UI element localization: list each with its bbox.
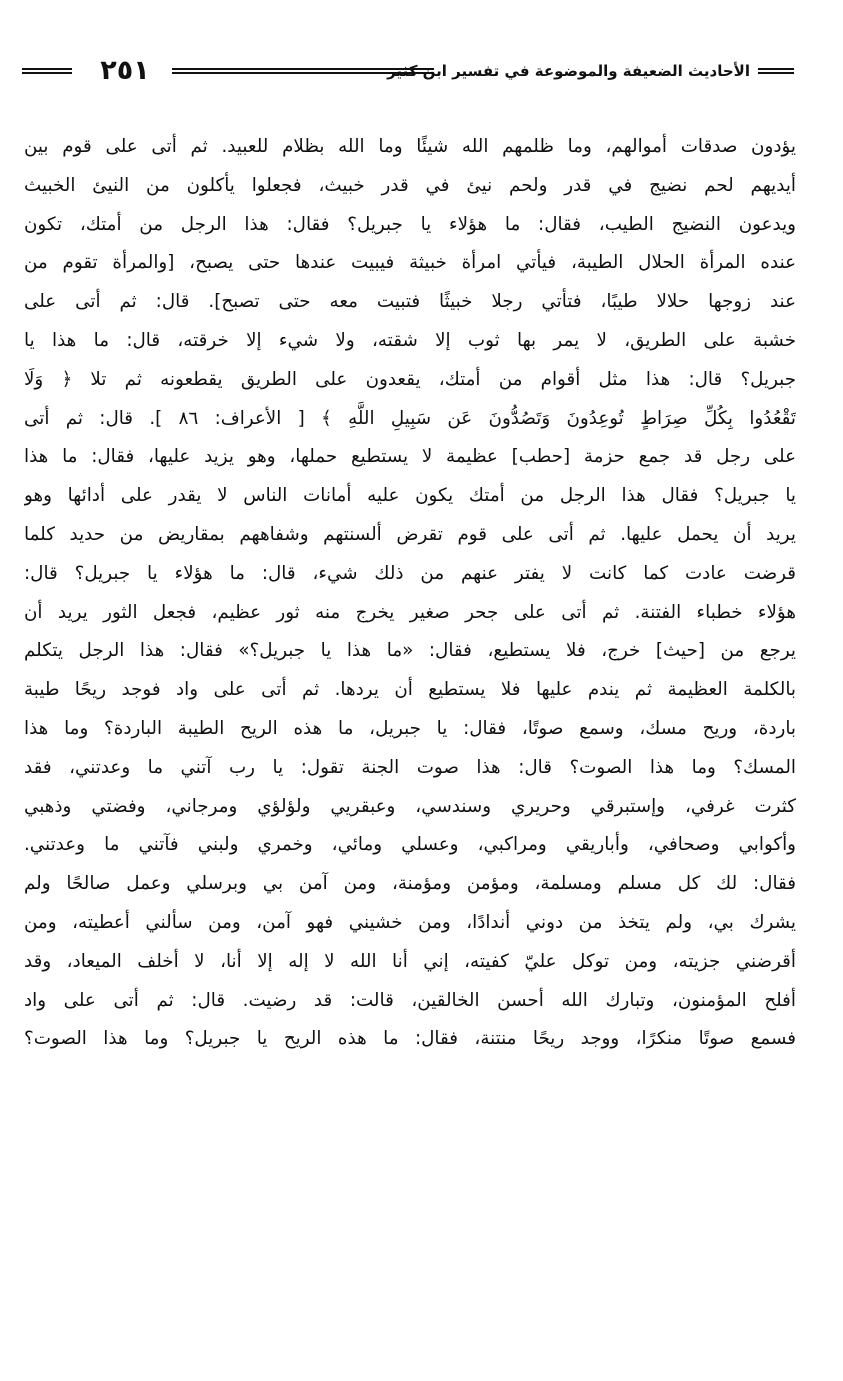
text-line: عنده المرأة الحلال الطيبة، فيأتي امرأة خبيثة فيبيت عندها حتى يصبح، [والمرأة تقوم من bbox=[24, 252, 796, 274]
header-rule-left bbox=[22, 68, 72, 78]
text-line: أقرضني جزيته، ومن توكل عليّ كفيته، إني أنا الله لا إله إلا أنا، لا أخلف الميعاد، وقد bbox=[24, 950, 796, 972]
header-rule-right bbox=[758, 68, 794, 78]
text-line: بالكلمة العظيمة ثم يندم عليها فلا يستطيع أن يردها. ثم أتى على واد فوجد ريحًا طيبة bbox=[24, 679, 796, 701]
page-number: ٢٥١ bbox=[100, 55, 150, 86]
text-line: المسك؟ وما هذا الصوت؟ قال: هذا صوت الجنة تقول: يا رب آتني ما وعدتني، فقد bbox=[24, 756, 796, 778]
text-line: يا جبريل؟ فقال هذا الرجل من أمتك يكون عليه أمانات الناس لا يقدر على أدائها وهو bbox=[24, 485, 796, 507]
text-line: هؤلاء خطباء الفتنة. ثم أتى على جحر صغير يخرج منه ثور عظيم، فجعل الثور يريد أن bbox=[24, 601, 796, 623]
text-line: وأكوابي وصحافي، وأباريقي ومراكبي، وعسلي ومائي، وخمري ولبني فآتني ما وعدتني. bbox=[24, 834, 796, 856]
quran-verse-line: تَقْعُدُوا بِكُلِّ صِرَاطٍ تُوعِدُونَ وَتَصُدُّونَ عَن سَبِيلِ اللَّهِ ﴾ [ الأعراف: ٨٦ ]. قال: ثم أتى bbox=[24, 407, 796, 429]
text-line: يؤدون صدقات أموالهم، وما ظلمهم الله شيئًا وما الله بظلام للعبيد. ثم أتى على قوم بين bbox=[24, 136, 796, 157]
text-line: عند زوجها حلالا طيبًا، فتأتي رجلا خبيثًا فتبيت معه حتى تصبح]. قال: ثم أتى على bbox=[24, 291, 796, 313]
text-line: فسمع صوتًا منكرًا، ووجد ريحًا منتنة، فقال: ما هذه الريح يا جبريل؟ وما هذا الصوت؟ bbox=[24, 1028, 796, 1050]
text-line: كثرت غرفي، وإستبرقي وحريري وسندسي، وعبقريي ولؤلؤي ومرجاني، وفضتي وذهبي bbox=[24, 795, 796, 817]
text-line: ويدعون النضيج الطيب، فقال: ما هؤلاء يا جبريل؟ فقال: هذا الرجل من أمتك، تكون bbox=[24, 213, 796, 235]
text-line: باردة، وريح مسك، وسمع صوتًا، فقال: يا جبريل، ما هذه الريح الطيبة الباردة؟ وما هذا bbox=[24, 717, 796, 739]
text-line: يشرك بي، ولم يتخذ من دوني أندادًا، ومن خشيني فهو آمن، ومن سألني أعطيته، ومن bbox=[24, 911, 796, 933]
text-line: يريد أن يحمل عليها. ثم أتى على قوم تقرض ألسنتهم وشفاههم بمقاريض من حديد كلما bbox=[24, 523, 796, 545]
text-line: على رجل قد جمع حزمة [حطب] عظيمة لا يستطيع حملها، وهو يزيد عليها، فقال: ما هذا bbox=[24, 446, 796, 468]
text-line: جبريل؟ قال: هذا مثل أقوام من أمتك، يقعدون على الطريق يقطعونه ثم تلا ﴿ وَلَا bbox=[24, 368, 796, 390]
text-line: قرضت عادت كما كانت لا يفتر عنهم من ذلك شيء، قال: ما هؤلاء يا جبريل؟ قال: bbox=[24, 562, 796, 584]
text-line: أيديهم لحم نضيج في قدر ولحم نيئ في قدر خبيث، فجعلوا يأكلون من النيئ الخبيث bbox=[24, 174, 796, 196]
text-line: أفلح المؤمنون، وتبارك الله أحسن الخالقين، قالت: قد رضيت. قال: ثم أتى على واد bbox=[24, 989, 796, 1011]
book-title: الأحاديث الضعيفة والموضوعة في تفسير ابن كثير bbox=[387, 62, 750, 80]
text-line: يرجع من [حيث] خرج، فلا يستطيع، فقال: «ما هذا يا جبريل؟» فقال: هذا الرجل يتكلم bbox=[24, 640, 796, 662]
text-line: خشبة على الطريق، لا يمر بها ثوب إلا شقته، ولا شيء إلا خرقته، قال: ما هذا يا bbox=[24, 329, 796, 351]
running-header bbox=[22, 55, 794, 90]
body-text bbox=[24, 128, 796, 1059]
text-line: فقال: لك كل مسلم ومسلمة، ومؤمن ومؤمنة، ومن آمن بي وبرسلي وعمل صالحًا ولم bbox=[24, 873, 796, 895]
